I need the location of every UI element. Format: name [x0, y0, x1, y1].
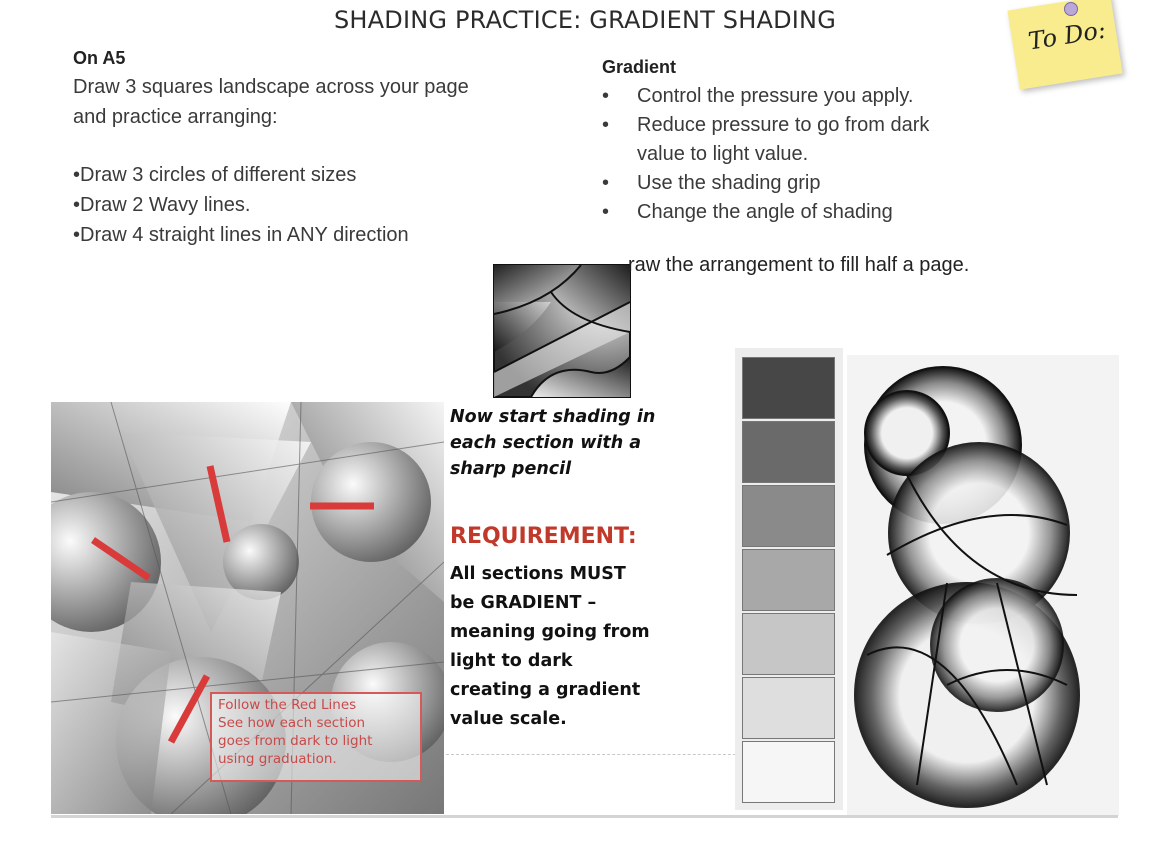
a5-intro	[73, 72, 573, 132]
requirement-line: light to dark	[450, 651, 573, 671]
a5-bullet: •Draw 4 straight lines in ANY direction	[73, 224, 409, 246]
dashed-divider	[446, 754, 741, 755]
sticky-note-text: To Do:	[1026, 15, 1108, 56]
shaded-circles-drawing-image	[847, 355, 1119, 816]
requirement-line: value scale.	[450, 709, 567, 729]
red-note-line: using graduation.	[218, 751, 337, 767]
value-scale-swatch	[742, 741, 835, 803]
requirement-line: meaning going from	[450, 622, 650, 642]
gradient-heading: Gradient	[602, 57, 677, 77]
draw-arrangement-instruction: raw the arrangement to fill half a page.	[628, 254, 970, 276]
requirement-line: All sections MUST	[450, 564, 626, 584]
page-title: SHADING PRACTICE: GRADIENT SHADING	[333, 6, 837, 34]
value-scale-swatch	[742, 357, 835, 419]
shading-instruction-line: sharp pencil	[450, 459, 572, 479]
value-scale-swatch	[742, 485, 835, 547]
a5-intro-line: Draw 3 squares landscape across your page	[73, 76, 469, 98]
shading-instruction-line: each section with a	[450, 433, 642, 453]
gradient-item-continued: value to light value.	[637, 143, 809, 165]
gradient-list	[602, 82, 1032, 227]
shading-instruction	[450, 404, 690, 482]
gradient-item: • Reduce pressure to go from dark	[602, 114, 930, 136]
a5-bullet: •Draw 2 Wavy lines.	[73, 194, 251, 216]
a5-intro-line: and practice arranging:	[73, 106, 278, 128]
requirement-line: creating a gradient	[450, 680, 641, 700]
a5-heading: On A5	[73, 48, 126, 68]
value-scale-image	[735, 348, 843, 810]
red-note-line: See how each section	[218, 715, 366, 731]
requirement-line: be GRADIENT –	[450, 593, 597, 613]
follow-red-lines-note	[210, 692, 422, 782]
red-note-line: Follow the Red Lines	[218, 697, 357, 713]
shading-instruction-line: Now start shading in	[450, 407, 656, 427]
shaded-square-example-image	[491, 262, 641, 402]
a5-bullet-list	[73, 160, 573, 250]
value-scale-swatch	[742, 677, 835, 739]
value-scale-swatch	[742, 421, 835, 483]
value-scale-swatch	[742, 549, 835, 611]
bottom-rule	[51, 815, 1118, 818]
gradient-item: • Change the angle of shading	[602, 201, 893, 223]
gradient-item: • Control the pressure you apply.	[602, 85, 914, 107]
a5-bullet: •Draw 3 circles of different sizes	[73, 164, 357, 186]
gradient-item: • Use the shading grip	[602, 172, 821, 194]
requirement-heading: REQUIREMENT:	[450, 524, 637, 549]
requirement-text	[450, 560, 700, 734]
value-scale-swatch	[742, 613, 835, 675]
pushpin-icon	[1064, 2, 1078, 16]
red-note-line: goes from dark to light	[218, 733, 373, 749]
